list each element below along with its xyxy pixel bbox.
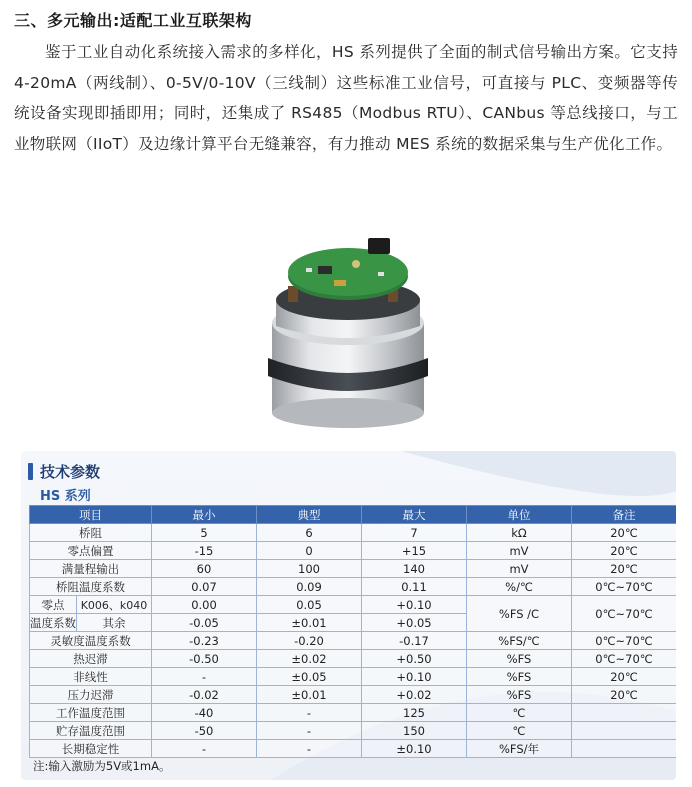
cell-note [572,722,677,740]
table-row [30,524,677,542]
cell-unit: mV [467,560,572,578]
cell-max: +0.10 [362,596,467,614]
tech-title-text: 技术参数 [40,463,101,481]
section-heading: 三、多元输出:适配工业互联架构 [14,11,252,30]
table-row [30,668,677,686]
cell-min: - [152,740,257,758]
cell-item: 工作温度范围 [30,704,152,722]
cell-max: +0.05 [362,614,467,632]
cell-typ: 0 [257,542,362,560]
cell-note: 0℃~70℃ [572,596,677,632]
cell-typ: -0.20 [257,632,362,650]
spec-table [29,505,676,758]
intro-paragraph: 鉴于工业自动化系统接入需求的多样化，HS 系列提供了全面的制式信号输出方案。它支持 4-20mA（两线制）、0-5V/0-10V（三线制）这些标准工业信号，可直接与 PLC、变频器等传统设备实现即插即用；同时，还集成了 RS485（Modbus RTU）、CANbus 等总线接口，与工业物联网（IIoT）及边缘计算平台无缝兼容，有力推动 MES 系统的数据采集与生产优化工作。 [14,43,678,153]
cell-min: 5 [152,524,257,542]
title-accent-bar [28,463,33,480]
cell-typ: 6 [257,524,362,542]
tech-specs-panel [21,451,676,780]
cell-item: 贮存温度范围 [30,722,152,740]
cell-note [572,704,677,722]
cell-unit: ℃ [467,722,572,740]
cell-max: +0.10 [362,668,467,686]
table-row [30,542,677,560]
series-subtitle: HS 系列 [40,489,91,504]
cell-item-split [30,614,152,632]
cell-min: -0.50 [152,650,257,668]
col-header: 典型 [257,506,362,524]
cell-min: 60 [152,560,257,578]
table-header-row [30,506,677,524]
cell-typ: - [257,722,362,740]
cell-unit: %/℃ [467,578,572,596]
split-label-bottom: 温度系数 [30,615,76,630]
cell-typ: 0.05 [257,596,362,614]
cell-note: 20℃ [572,524,677,542]
cell-typ: ±0.01 [257,686,362,704]
cell-max: +0.02 [362,686,467,704]
cell-unit: %FS/年 [467,740,572,758]
cell-min: 0.07 [152,578,257,596]
table-row [30,704,677,722]
split-label-top: 零点 [41,597,65,612]
cell-typ: ±0.01 [257,614,362,632]
cell-note: 0℃~70℃ [572,632,677,650]
cell-max: ±0.10 [362,740,467,758]
cell-max: 0.11 [362,578,467,596]
cell-note: 20℃ [572,560,677,578]
cell-unit: %FS [467,668,572,686]
cell-unit: mV [467,542,572,560]
cell-unit: %FS [467,686,572,704]
cell-unit: %FS [467,650,572,668]
col-header: 项目 [30,506,152,524]
cell-typ: ±0.02 [257,650,362,668]
cell-note: 0℃~70℃ [572,578,677,596]
cell-item: 零点偏置 [30,542,152,560]
cell-max: +15 [362,542,467,560]
cell-min: -0.02 [152,686,257,704]
table-row [30,632,677,650]
footnote: 注:输入激励为5V或1mA。 [33,759,171,773]
col-header: 备注 [572,506,677,524]
cell-note: 0℃~70℃ [572,650,677,668]
cell-max: 140 [362,560,467,578]
cell-unit: kΩ [467,524,572,542]
cell-max: 125 [362,704,467,722]
cell-min: -0.23 [152,632,257,650]
cell-item: 满量程输出 [30,560,152,578]
cell-typ: 0.09 [257,578,362,596]
cell-min: -15 [152,542,257,560]
cell-max: 7 [362,524,467,542]
cell-item-split [30,596,152,614]
cell-typ: 100 [257,560,362,578]
cell-typ: ±0.05 [257,668,362,686]
cell-max: 150 [362,722,467,740]
cell-note: 20℃ [572,686,677,704]
col-header: 最小 [152,506,257,524]
cell-note [572,740,677,758]
cell-max: +0.50 [362,650,467,668]
table-row [30,578,677,596]
cell-min: -50 [152,722,257,740]
cell-item: 桥阻温度系数 [30,578,152,596]
cell-item: 热迟滞 [30,650,152,668]
pressure-sensor-image [248,228,448,443]
table-row [30,560,677,578]
table-row [30,650,677,668]
cell-item: 灵敏度温度系数 [30,632,152,650]
cell-item: 非线性 [30,668,152,686]
cell-item: 长期稳定性 [30,740,152,758]
cell-min: - [152,668,257,686]
cell-unit: %FS /C [467,596,572,632]
table-row [30,686,677,704]
cell-min: -0.05 [152,614,257,632]
cell-typ: - [257,740,362,758]
cell-item: 桥阻 [30,524,152,542]
table-row [30,740,677,758]
col-header: 最大 [362,506,467,524]
table-row [30,722,677,740]
tech-title [28,461,100,482]
cell-min: 0.00 [152,596,257,614]
cell-item: 压力迟滞 [30,686,152,704]
cell-note: 20℃ [572,542,677,560]
cell-typ: - [257,704,362,722]
col-header: 单位 [467,506,572,524]
cell-unit: %FS/℃ [467,632,572,650]
split-sub-a-label: K006、k040 [76,596,151,613]
cell-note: 20℃ [572,668,677,686]
cell-unit: ℃ [467,704,572,722]
table-row-zero-temp-a [30,596,677,614]
cell-max: -0.17 [362,632,467,650]
split-sub-b-label: 其余 [76,614,151,631]
cell-min: -40 [152,704,257,722]
